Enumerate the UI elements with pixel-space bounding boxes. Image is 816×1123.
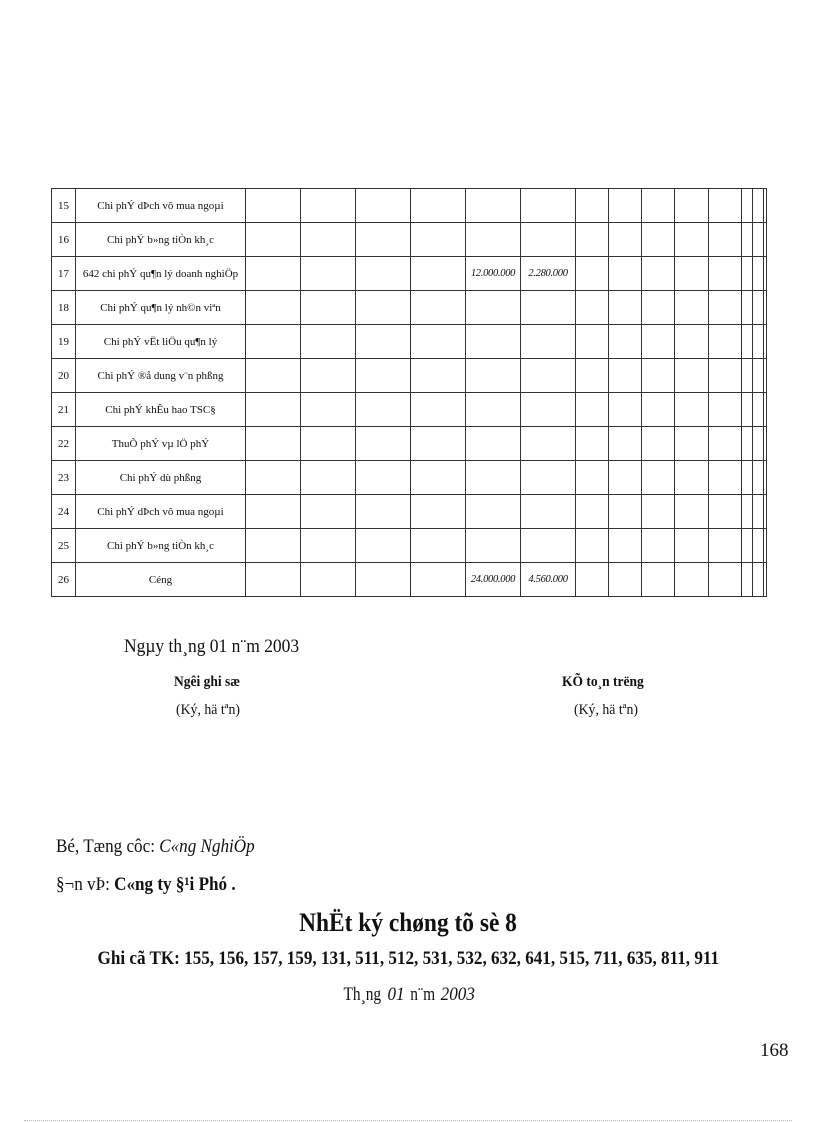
empty-cell: [246, 393, 301, 427]
empty-cell: [642, 563, 675, 597]
empty-cell: [675, 393, 709, 427]
empty-cell: [742, 223, 753, 257]
journal-title: [0, 908, 816, 938]
ledger-row: [52, 461, 767, 495]
empty-cell: [764, 359, 767, 393]
empty-cell: [753, 257, 764, 291]
empty-cell: [753, 223, 764, 257]
empty-cell: [411, 427, 466, 461]
ledger-row: [52, 393, 767, 427]
empty-cell: [576, 359, 609, 393]
empty-cell: [753, 427, 764, 461]
chief-accountant-title: KÕ to¸n trëng: [562, 674, 644, 690]
empty-cell: [356, 291, 411, 325]
footer-divider: [24, 1120, 792, 1121]
row-description: Céng: [76, 563, 246, 597]
empty-cell: [642, 359, 675, 393]
row-value-primary: [466, 461, 521, 495]
empty-cell: [675, 257, 709, 291]
empty-cell: [764, 529, 767, 563]
empty-cell: [753, 529, 764, 563]
empty-cell: [356, 359, 411, 393]
empty-cell: [709, 257, 742, 291]
row-value-secondary: [521, 529, 576, 563]
row-value-primary: 12.000.000: [466, 257, 521, 291]
row-value-secondary: [521, 359, 576, 393]
unit-value: C«ng ty §¹i Phó .: [114, 874, 236, 895]
empty-cell: [709, 325, 742, 359]
empty-cell: [609, 461, 642, 495]
ledger-body: [52, 189, 767, 597]
ministry-label: Bé, Tæng côc:: [56, 836, 155, 857]
row-value-secondary: [521, 223, 576, 257]
empty-cell: [301, 495, 356, 529]
empty-cell: [675, 495, 709, 529]
empty-cell: [411, 189, 466, 223]
row-description: Chi phÝ vËt liÖu qu¶n lý: [76, 325, 246, 359]
empty-cell: [709, 359, 742, 393]
empty-cell: [356, 563, 411, 597]
empty-cell: [642, 223, 675, 257]
row-number: 24: [52, 495, 76, 529]
empty-cell: [764, 291, 767, 325]
row-value-primary: 24.000.000: [466, 563, 521, 597]
empty-cell: [576, 529, 609, 563]
empty-cell: [642, 325, 675, 359]
empty-cell: [742, 257, 753, 291]
row-number: 19: [52, 325, 76, 359]
empty-cell: [764, 563, 767, 597]
empty-cell: [709, 461, 742, 495]
empty-cell: [753, 359, 764, 393]
empty-cell: [301, 529, 356, 563]
credit-accounts-text: Ghi cã TK: 155, 156, 157, 159, 131, 511, 512, 531, 532, 632, 641, 515, 711, 635, 811, 911: [97, 948, 719, 969]
row-value-secondary: [521, 427, 576, 461]
empty-cell: [764, 461, 767, 495]
empty-cell: [609, 495, 642, 529]
month-value: 01: [387, 984, 405, 1005]
empty-cell: [742, 529, 753, 563]
empty-cell: [753, 495, 764, 529]
empty-cell: [675, 291, 709, 325]
empty-cell: [356, 189, 411, 223]
empty-cell: [246, 461, 301, 495]
row-description: ThuÕ phÝ vµ lÖ phÝ: [76, 427, 246, 461]
page-number: 168: [760, 1040, 789, 1061]
empty-cell: [753, 563, 764, 597]
empty-cell: [742, 189, 753, 223]
row-value-primary: [466, 495, 521, 529]
empty-cell: [675, 223, 709, 257]
empty-cell: [246, 359, 301, 393]
empty-cell: [675, 325, 709, 359]
empty-cell: [301, 461, 356, 495]
empty-cell: [742, 291, 753, 325]
row-description: Chi phÝ b»ng tiÒn kh¸c: [76, 529, 246, 563]
ledger-row: [52, 291, 767, 325]
empty-cell: [742, 495, 753, 529]
ledger-row: [52, 223, 767, 257]
empty-cell: [301, 427, 356, 461]
empty-cell: [764, 223, 767, 257]
empty-cell: [356, 427, 411, 461]
empty-cell: [246, 427, 301, 461]
empty-cell: [753, 393, 764, 427]
empty-cell: [301, 325, 356, 359]
empty-cell: [576, 189, 609, 223]
row-value-primary: [466, 291, 521, 325]
row-value-secondary: 4.560.000: [521, 563, 576, 597]
empty-cell: [709, 563, 742, 597]
empty-cell: [642, 461, 675, 495]
empty-cell: [356, 325, 411, 359]
ledger-table: [51, 188, 767, 597]
row-value-primary: [466, 223, 521, 257]
empty-cell: [411, 325, 466, 359]
row-description: Chi phÝ b»ng tiÒn kh¸c: [76, 223, 246, 257]
year-prefix: n¨m: [410, 984, 435, 1005]
empty-cell: [609, 223, 642, 257]
row-value-primary: [466, 325, 521, 359]
empty-cell: [642, 189, 675, 223]
empty-cell: [411, 563, 466, 597]
empty-cell: [753, 325, 764, 359]
empty-cell: [576, 461, 609, 495]
empty-cell: [356, 393, 411, 427]
empty-cell: [642, 529, 675, 563]
empty-cell: [742, 325, 753, 359]
ledger-row: [52, 189, 767, 223]
empty-cell: [246, 257, 301, 291]
empty-cell: [642, 291, 675, 325]
row-description: Chi phÝ ®å dung v¨n phßng: [76, 359, 246, 393]
row-number: 18: [52, 291, 76, 325]
empty-cell: [411, 257, 466, 291]
row-value-primary: [466, 393, 521, 427]
empty-cell: [356, 495, 411, 529]
empty-cell: [753, 189, 764, 223]
empty-cell: [301, 563, 356, 597]
empty-cell: [642, 495, 675, 529]
empty-cell: [675, 529, 709, 563]
ledger-row: [52, 359, 767, 393]
empty-cell: [301, 189, 356, 223]
empty-cell: [301, 359, 356, 393]
empty-cell: [576, 223, 609, 257]
unit-line: [56, 874, 236, 896]
empty-cell: [576, 325, 609, 359]
row-description: Chi phÝ dÞch vô mua ngoµi: [76, 189, 246, 223]
empty-cell: [411, 393, 466, 427]
ledger-row: [52, 529, 767, 563]
row-number: 16: [52, 223, 76, 257]
empty-cell: [301, 223, 356, 257]
empty-cell: [246, 325, 301, 359]
empty-cell: [742, 359, 753, 393]
empty-cell: [764, 325, 767, 359]
empty-cell: [356, 529, 411, 563]
empty-cell: [675, 427, 709, 461]
empty-cell: [246, 563, 301, 597]
row-description: Chi phÝ dÞch vô mua ngoµi: [76, 495, 246, 529]
empty-cell: [356, 223, 411, 257]
row-value-primary: [466, 427, 521, 461]
empty-cell: [709, 223, 742, 257]
empty-cell: [675, 461, 709, 495]
row-number: 23: [52, 461, 76, 495]
empty-cell: [576, 393, 609, 427]
empty-cell: [742, 393, 753, 427]
empty-cell: [609, 291, 642, 325]
month-prefix: Th¸ng: [343, 984, 381, 1005]
ministry-line: [56, 836, 255, 858]
empty-cell: [411, 359, 466, 393]
empty-cell: [356, 461, 411, 495]
empty-cell: [411, 291, 466, 325]
ledger-row: [52, 563, 767, 597]
row-number: 17: [52, 257, 76, 291]
row-value-primary: [466, 189, 521, 223]
row-value-secondary: [521, 461, 576, 495]
row-number: 21: [52, 393, 76, 427]
row-value-secondary: [521, 325, 576, 359]
row-number: 22: [52, 427, 76, 461]
empty-cell: [609, 529, 642, 563]
empty-cell: [609, 359, 642, 393]
empty-cell: [742, 427, 753, 461]
empty-cell: [642, 393, 675, 427]
empty-cell: [301, 393, 356, 427]
row-number: 20: [52, 359, 76, 393]
empty-cell: [576, 427, 609, 461]
row-number: 15: [52, 189, 76, 223]
unit-label: §¬n vÞ:: [56, 874, 110, 895]
empty-cell: [675, 359, 709, 393]
empty-cell: [709, 427, 742, 461]
empty-cell: [411, 529, 466, 563]
empty-cell: [742, 563, 753, 597]
journal-title-text: NhËt ký chøng tõ sè 8: [299, 908, 517, 937]
ledger-row: [52, 325, 767, 359]
row-value-primary: [466, 529, 521, 563]
journal-period: [0, 984, 816, 1006]
empty-cell: [709, 393, 742, 427]
recorder-sign-note: (Ký, hä tªn): [176, 702, 240, 718]
empty-cell: [609, 189, 642, 223]
year-value: 2003: [440, 984, 475, 1005]
row-number: 26: [52, 563, 76, 597]
empty-cell: [411, 461, 466, 495]
empty-cell: [675, 189, 709, 223]
empty-cell: [709, 495, 742, 529]
empty-cell: [764, 495, 767, 529]
chief-accountant-sign-note: (Ký, hä tªn): [574, 702, 638, 718]
empty-cell: [576, 291, 609, 325]
row-value-secondary: [521, 189, 576, 223]
empty-cell: [609, 257, 642, 291]
row-description: Chi phÝ qu¶n lý nh©n viªn: [76, 291, 246, 325]
empty-cell: [753, 461, 764, 495]
empty-cell: [246, 189, 301, 223]
empty-cell: [246, 495, 301, 529]
empty-cell: [742, 461, 753, 495]
ledger-row: [52, 257, 767, 291]
empty-cell: [609, 427, 642, 461]
empty-cell: [609, 325, 642, 359]
ledger-row: [52, 495, 767, 529]
empty-cell: [246, 223, 301, 257]
empty-cell: [675, 563, 709, 597]
signature-date-line: Ngµy th¸ng 01 n¨m 2003: [124, 636, 300, 657]
recorder-title: Ngêi ghi sæ: [174, 674, 241, 690]
empty-cell: [642, 257, 675, 291]
empty-cell: [246, 291, 301, 325]
credit-accounts-line: [0, 948, 816, 970]
empty-cell: [764, 257, 767, 291]
row-value-secondary: 2.280.000: [521, 257, 576, 291]
empty-cell: [609, 393, 642, 427]
empty-cell: [764, 393, 767, 427]
row-description: Chi phÝ dù phßng: [76, 461, 246, 495]
empty-cell: [609, 563, 642, 597]
empty-cell: [411, 223, 466, 257]
empty-cell: [709, 189, 742, 223]
ministry-value: C«ng NghiÖp: [159, 836, 255, 857]
empty-cell: [709, 529, 742, 563]
row-description: 642 chi phÝ qu¶n lý doanh nghiÖp: [76, 257, 246, 291]
empty-cell: [301, 291, 356, 325]
empty-cell: [576, 257, 609, 291]
row-value-secondary: [521, 291, 576, 325]
empty-cell: [709, 291, 742, 325]
row-value-secondary: [521, 495, 576, 529]
row-description: Chi phÝ khÊu hao TSC§: [76, 393, 246, 427]
empty-cell: [764, 427, 767, 461]
empty-cell: [753, 291, 764, 325]
row-number: 25: [52, 529, 76, 563]
empty-cell: [764, 189, 767, 223]
empty-cell: [411, 495, 466, 529]
ledger-row: [52, 427, 767, 461]
empty-cell: [356, 257, 411, 291]
empty-cell: [246, 529, 301, 563]
empty-cell: [576, 563, 609, 597]
empty-cell: [576, 495, 609, 529]
row-value-primary: [466, 359, 521, 393]
row-value-secondary: [521, 393, 576, 427]
empty-cell: [301, 257, 356, 291]
empty-cell: [642, 427, 675, 461]
